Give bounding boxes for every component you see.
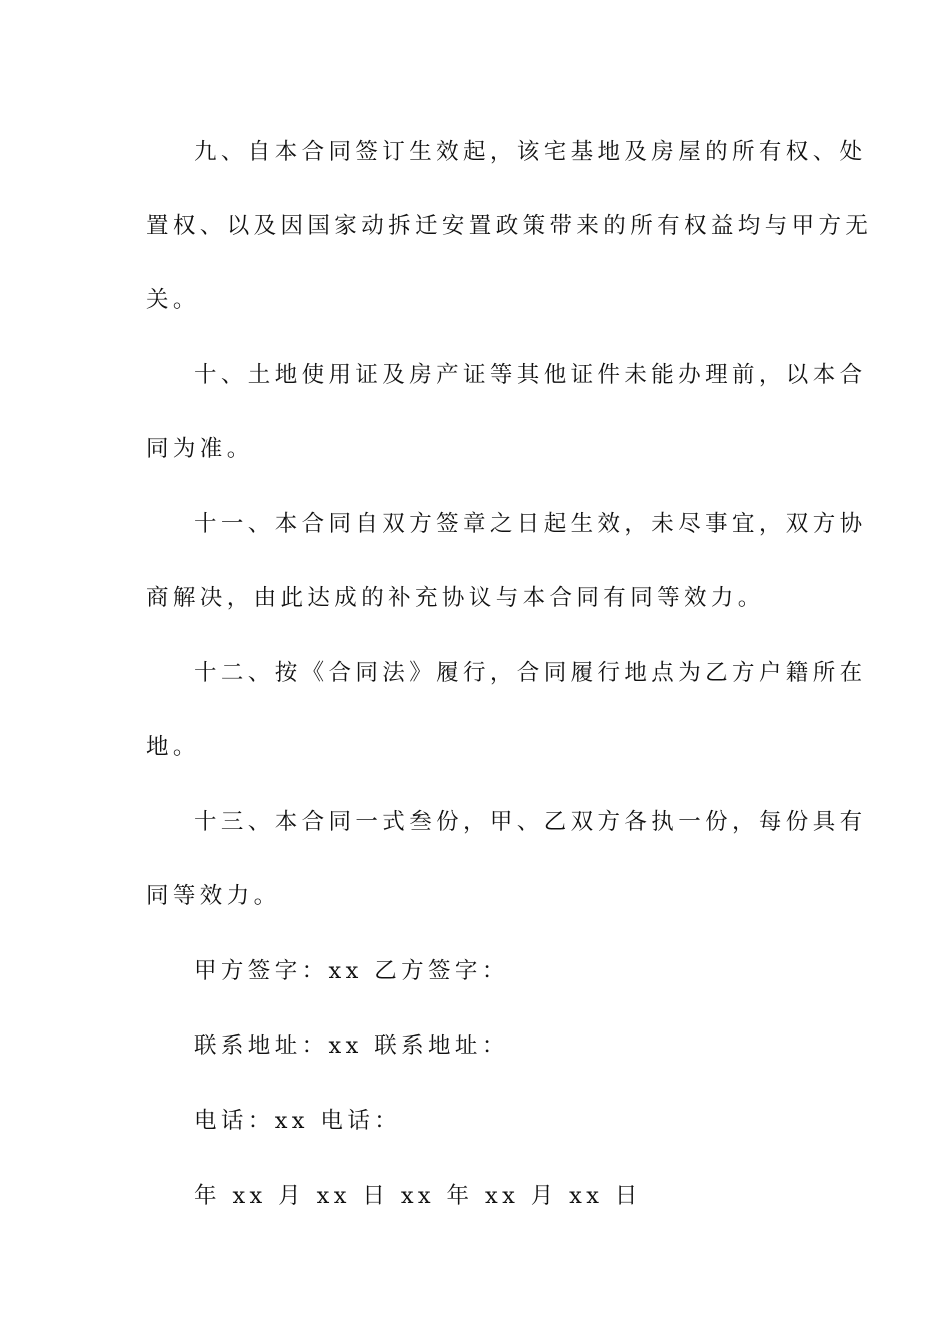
clause-9-line-1: 九、自本合同签订生效起，该宅基地及房屋的所有权、处 — [194, 139, 867, 165]
clause-11-line-2: 商解决，由此达成的补充协议与本合同有同等效力。 — [146, 585, 765, 611]
clause-10-line-1: 十、土地使用证及房产证等其他证件未能办理前，以本合 — [194, 362, 867, 388]
clause-11-line-1: 十一、本合同自双方签章之日起生效，未尽事宜，双方协 — [194, 511, 867, 537]
phone-line: 电话：xx 电话： — [194, 1108, 402, 1134]
clause-13-line-2: 同等效力。 — [146, 883, 281, 909]
clause-9-line-3: 关。 — [146, 287, 200, 313]
clause-9-line-2: 置权、以及因国家动拆迁安置政策带来的所有权益均与甲方无 — [146, 213, 873, 239]
clause-12-line-2: 地。 — [146, 734, 200, 760]
clause-13-line-1: 十三、本合同一式叁份，甲、乙双方各执一份，每份具有 — [194, 809, 867, 835]
signature-line: 甲方签字：xx 乙方签字： — [194, 958, 509, 984]
clause-10-line-2: 同为准。 — [146, 436, 254, 462]
date-line: 年 xx 月 xx 日 xx 年 xx 月 xx 日 — [194, 1183, 642, 1209]
address-line: 联系地址：xx 联系地址： — [194, 1033, 509, 1059]
clause-12-line-1: 十二、按《合同法》履行，合同履行地点为乙方户籍所在 — [194, 660, 867, 686]
